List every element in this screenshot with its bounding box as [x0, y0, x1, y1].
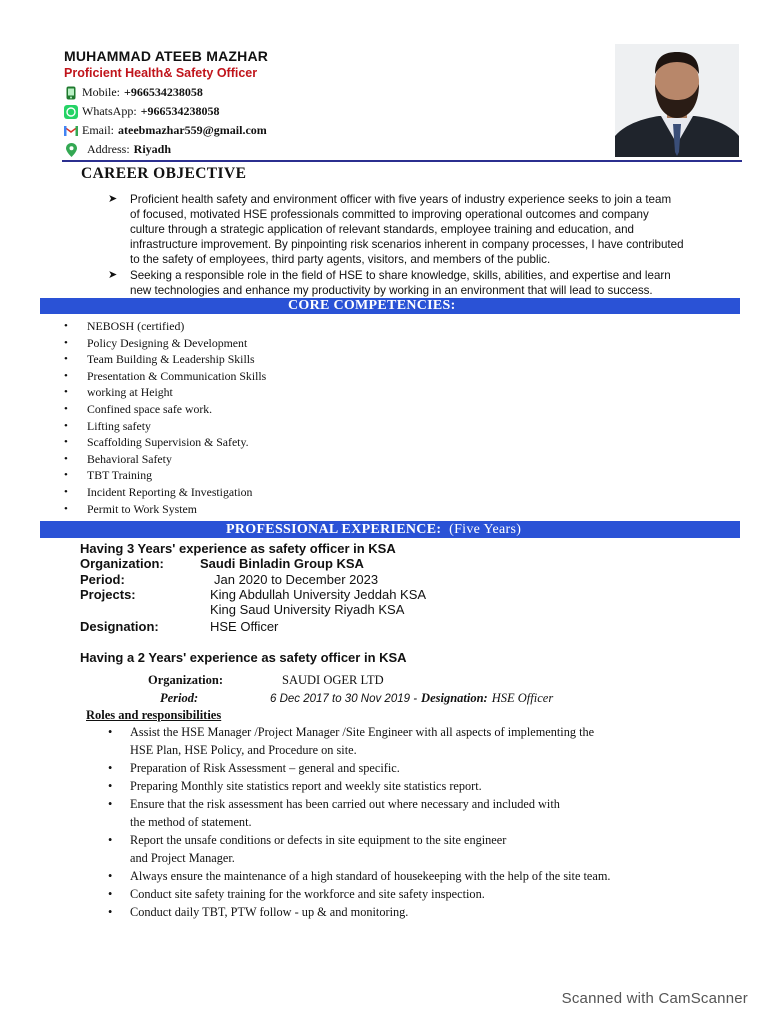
job2-heading: Having a 2 Years' experience as safety officer in KSA — [80, 650, 407, 665]
mobile-value: +966534238058 — [124, 85, 203, 99]
competency-item: • Team Building & Leadership Skills — [64, 351, 266, 368]
professional-experience-heading — [226, 521, 521, 538]
objective-line: of focused, motivated HSE professionals committed to improving operational outcomes and company — [130, 208, 649, 221]
role-item — [108, 831, 708, 867]
role-line: • Assist the HSE Manager /Project Manager /Site Engineer with all aspects of implementing the — [130, 725, 595, 739]
email-label: Email: — [82, 123, 114, 137]
job1-projects-row — [80, 587, 426, 617]
roles-list — [108, 723, 708, 921]
objective-line: Proficient health safety and environment officer with five years of industry experience seeks to join a team — [130, 193, 672, 206]
role-line: and Project Manager. — [130, 851, 235, 865]
contact-whatsapp — [64, 104, 220, 119]
objective-item-1 — [108, 192, 718, 267]
location-pin-icon — [64, 143, 78, 157]
organization-value: Saudi Binladin Group KSA — [200, 556, 364, 571]
competencies-list — [64, 318, 266, 517]
experience-heading-text: PROFESSIONAL EXPERIENCE: — [226, 522, 442, 537]
project-item: King Abdullah University Jeddah KSA — [210, 587, 427, 602]
role-line: • Preparation of Risk Assessment – general and specific. — [130, 761, 400, 775]
objective-line: infrastructure improvement. By pinpointing risk scenarios inherent in company processes, I have contributed — [130, 238, 684, 251]
projects-label: Projects: — [80, 587, 136, 602]
role-item — [108, 903, 708, 921]
candidate-headline: Proficient Health& Safety Officer — [64, 66, 258, 80]
job2-organization-row — [148, 673, 384, 688]
role-line: • Always ensure the maintenance of a high standard of housekeeping with the help of the site team. — [130, 869, 611, 883]
core-competencies-banner — [40, 298, 740, 314]
organization-value: SAUDI OGER LTD — [282, 673, 384, 687]
objective-line: culture through a strategic application of relevant standards, employee training and education, and — [130, 223, 635, 236]
candidate-name: MUHAMMAD ATEEB MAZHAR — [64, 48, 269, 64]
objective-line: to the safety of employees, third party agents, visitors, and members of the public. — [130, 253, 551, 266]
email-value: ateebmazhar559@gmail.com — [118, 123, 267, 137]
competency-item: • Scaffolding Supervision & Safety. — [64, 434, 266, 451]
gmail-icon — [64, 124, 78, 138]
header-divider — [62, 160, 742, 162]
role-line: • Conduct daily TBT, PTW follow - up & and monitoring. — [130, 905, 409, 919]
organization-label: Organization: — [80, 556, 164, 571]
arrow-bullet-icon: ➤ — [108, 269, 118, 281]
designation-value: HSE Officer — [491, 691, 554, 705]
period-value: 6 Dec 2017 to 30 Nov 2019 - — [270, 693, 418, 705]
profile-photo — [615, 44, 739, 157]
designation-value: HSE Officer — [210, 619, 279, 634]
address-value: Riyadh — [133, 142, 172, 156]
roles-heading: Roles and responsibilities — [86, 708, 222, 722]
mobile-label: Mobile: — [82, 85, 120, 99]
designation-label: Designation: — [80, 619, 159, 634]
objective-item-2 — [108, 268, 718, 298]
role-line: • Conduct site safety training for the workforce and site safety inspection. — [130, 887, 485, 901]
job1-organization-row — [80, 556, 364, 571]
whatsapp-icon — [64, 105, 78, 119]
job1-designation-row — [80, 619, 278, 634]
designation-label: Designation: — [421, 691, 488, 705]
competency-item: • Behavioral Safety — [64, 451, 266, 468]
role-item — [108, 795, 708, 831]
scanner-watermark: Scanned with CamScanner — [561, 990, 748, 1007]
competency-item: • Incident Reporting & Investigation — [64, 484, 266, 501]
projects-list — [210, 587, 426, 617]
competency-item: • TBT Training — [64, 467, 266, 484]
job1-period-row — [80, 572, 378, 587]
role-line: the method of statement. — [130, 815, 252, 829]
competency-item: • Policy Designing & Development — [64, 335, 266, 352]
role-item — [108, 777, 708, 795]
arrow-bullet-icon: ➤ — [108, 193, 118, 205]
career-objective-heading: CAREER OBJECTIVE — [81, 165, 247, 182]
job1-heading: Having 3 Years' experience as safety officer in KSA — [80, 541, 396, 556]
period-label: Period: — [160, 691, 199, 705]
role-line: • Report the unsafe conditions or defects in site equipment to the site engineer — [130, 833, 507, 847]
objective-line: Seeking a responsible role in the field of HSE to share knowledge, skills, abilities, and expertise and learn — [130, 269, 671, 282]
competency-item: • Presentation & Communication Skills — [64, 368, 266, 385]
role-line: • Ensure that the risk assessment has been carried out where necessary and included with — [130, 797, 560, 811]
project-item: King Saud University Riyadh KSA — [210, 602, 405, 617]
competency-item: • Permit to Work System — [64, 501, 266, 518]
competency-item: • Confined space safe work. — [64, 401, 266, 418]
mobile-phone-icon — [64, 86, 78, 100]
role-item — [108, 723, 708, 759]
experience-heading-suffix: (Five Years) — [449, 522, 522, 537]
organization-label: Organization: — [148, 673, 223, 687]
period-label: Period: — [80, 572, 125, 587]
contact-email — [64, 123, 267, 138]
address-label: Address: — [87, 142, 130, 156]
contact-address — [64, 142, 171, 157]
core-competencies-heading: CORE COMPETENCIES: — [288, 298, 456, 313]
competency-item: • NEBOSH (certified) — [64, 318, 266, 335]
job2-period-row — [160, 691, 553, 706]
professional-experience-banner — [40, 521, 740, 538]
role-item — [108, 759, 708, 777]
competency-item: • Lifting safety — [64, 418, 266, 435]
whatsapp-value: +966534238058 — [140, 104, 220, 118]
contact-mobile — [64, 85, 203, 100]
period-value: Jan 2020 to December 2023 — [214, 572, 379, 587]
role-item — [108, 867, 708, 885]
competency-item: • working at Height — [64, 384, 266, 401]
role-item — [108, 885, 708, 903]
role-line: • Preparing Monthly site statistics report and weekly site statistics report. — [130, 779, 482, 793]
role-line: HSE Plan, HSE Policy, and Procedure on site. — [130, 743, 357, 757]
whatsapp-label: WhatsApp: — [82, 104, 137, 118]
objective-line: new technologies and enhance my productivity by working in an environment that will lead to success. — [130, 284, 653, 297]
